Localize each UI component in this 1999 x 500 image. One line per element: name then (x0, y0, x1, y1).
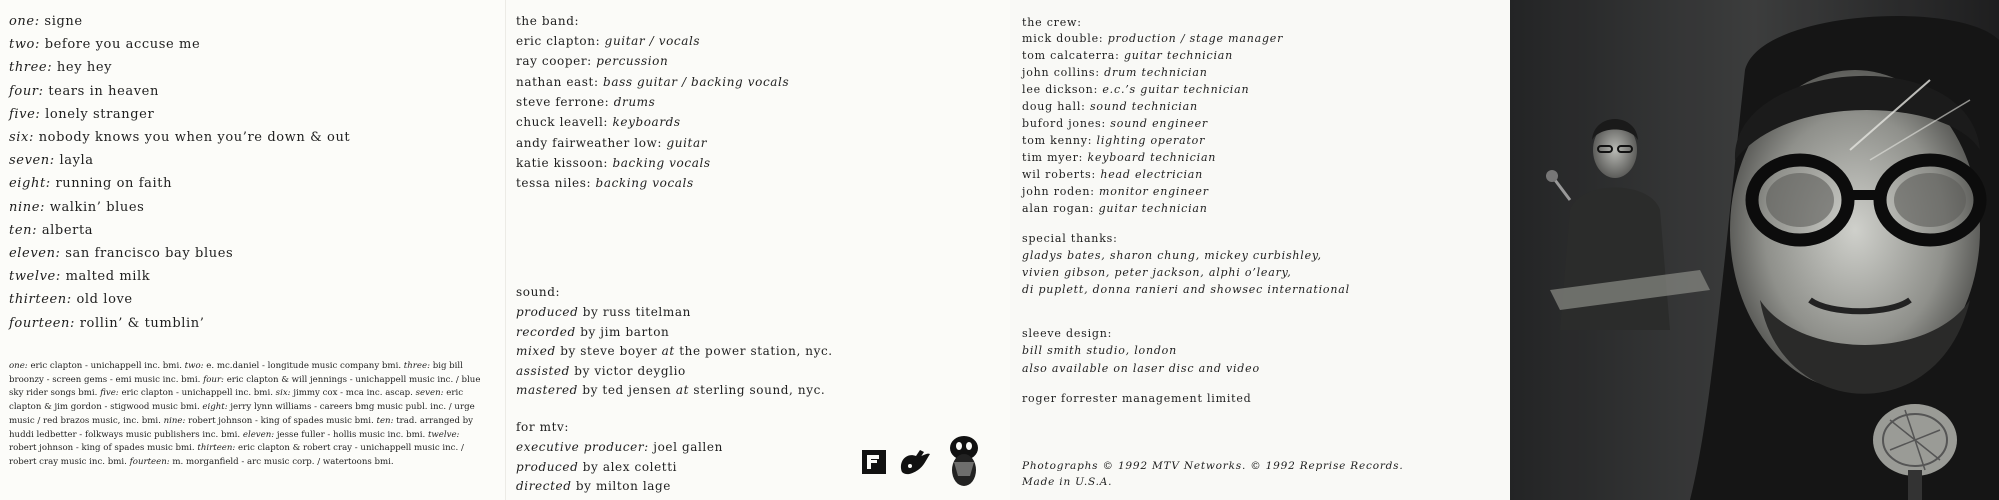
credit-number: six: (275, 388, 291, 399)
track-item (9, 37, 200, 52)
member-name: tessa niles: (516, 176, 592, 191)
track-title: tears in heaven (48, 83, 159, 99)
member-name: ray cooper: (516, 54, 592, 69)
crew-member (1022, 117, 1208, 130)
copyright-line-1: Photographs © 1992 MTV Networks. © 1992 Reprise Records. (1022, 460, 1404, 472)
warner-mascot-icon (950, 436, 978, 486)
sound-heading: sound: (516, 285, 561, 299)
credit-number: one: (9, 361, 28, 371)
track-number: three: (9, 60, 53, 76)
member-role: backing vocals (595, 176, 694, 191)
crew-member (1022, 66, 1208, 79)
track-title: nobody knows you when you’re down & out (38, 130, 351, 145)
track-item (9, 130, 350, 145)
sound-name: by victor deyglio (569, 363, 686, 378)
thanks-line (1022, 249, 1322, 262)
also-available-text: also available on laser disc and video (1022, 362, 1260, 375)
track-number: eight: (9, 176, 51, 192)
sound-line (516, 305, 691, 319)
member-role: percussion (596, 54, 669, 69)
credit-number: eight: (202, 402, 228, 413)
mtv-line (516, 460, 677, 474)
sound-name: by russ titelman (578, 305, 691, 319)
cover-photo (1510, 0, 1999, 500)
credit-text: jerry lynn williams - careers bmg music publ. inc. / urge music / red brazos music, inc. bmi. (9, 402, 475, 426)
sleeve-design-text: bill smith studio, london (1022, 344, 1177, 357)
thanks-text: di puplett, donna ranieri and showsec international (1022, 283, 1350, 296)
reprise-logo-icon (862, 450, 886, 474)
crew-member (1022, 32, 1283, 45)
crew-name: alan rogan: (1022, 202, 1095, 215)
sound-role: mixed (516, 344, 556, 358)
member-name: steve ferrone: (516, 94, 610, 109)
credit-text: eric clapton & will jennings - unichappell music inc. / blue sky rider songs bmi. (9, 374, 481, 399)
crew-role: sound technician (1089, 100, 1198, 113)
crew-member (1022, 151, 1216, 164)
track-title: malted milk (65, 269, 151, 285)
crew-name: tim myer: (1022, 151, 1084, 164)
track-title: old love (76, 292, 133, 308)
sound-line (516, 383, 825, 397)
track-number: five: (9, 106, 41, 122)
crew-name: tom calcaterra: (1022, 49, 1120, 62)
credit-number: twelve: (427, 429, 460, 440)
track-title: san francisco bay blues (65, 246, 234, 261)
band-member (516, 54, 668, 68)
track-title: lonely stranger (45, 106, 155, 122)
track-item (9, 269, 150, 284)
credit-number: four: (203, 374, 224, 385)
member-role: keyboards (612, 115, 681, 130)
crew-role: head electrician (1100, 168, 1204, 181)
credit-number: two: (184, 361, 204, 371)
sound-at: at (661, 344, 675, 358)
thanks-heading: special thanks: (1022, 232, 1118, 245)
credit-number: ten: (376, 415, 394, 426)
band-member (516, 156, 711, 170)
sleeve-design-heading: sleeve design: (1022, 327, 1113, 340)
track-item (9, 153, 94, 168)
tracklist-panel (0, 0, 505, 500)
track-number: twelve: (9, 269, 61, 285)
sound-venue: sterling sound, nyc. (689, 383, 826, 397)
track-number: seven: (9, 153, 55, 169)
mtv-line (516, 479, 671, 493)
credit-text: m. morganfield - arc music corp. / watertoons bmi. (172, 456, 394, 467)
crew-member (1022, 134, 1205, 147)
member-name: katie kissoon: (516, 155, 609, 170)
crew-name: tom kenny: (1022, 134, 1093, 147)
crew-name: doug hall: (1022, 100, 1086, 113)
credit-text: e. mc.daniel - longitude music company bmi. (206, 361, 402, 371)
credit-text: big bill broonzy - screen gems - emi music inc. bmi. (9, 361, 463, 385)
thanks-line (1022, 283, 1350, 296)
crew-member (1022, 168, 1203, 181)
management-text: roger forrester management limited (1022, 392, 1252, 405)
mtv-name: by milton lage (571, 479, 671, 493)
track-number: two: (9, 37, 40, 53)
crew-role: guitar technician (1123, 49, 1234, 62)
mtv-name: joel gallen (648, 440, 723, 454)
track-title: walkin’ blues (49, 199, 145, 215)
sound-name: by ted jensen (577, 383, 676, 397)
track-number: eleven: (9, 246, 61, 261)
crew-member (1022, 83, 1249, 96)
crew-member (1022, 202, 1208, 215)
performer-photo-image (1510, 0, 1999, 500)
track-number: four: (9, 83, 44, 99)
member-name: chuck leavell: (516, 115, 609, 130)
crew-heading: the crew: (1022, 16, 1082, 29)
credit-number: nine: (163, 415, 186, 426)
copyright-line-2: Made in U.S.A. (1022, 476, 1113, 488)
track-title: layla (59, 153, 94, 169)
credit-text: jesse fuller - hollis music inc. bmi. (276, 429, 426, 440)
track-number: thirteen: (9, 292, 72, 308)
credit-text: robert johnson - king of spades music bmi. (188, 415, 374, 426)
crew-member (1022, 100, 1198, 113)
mtv-line (516, 440, 723, 454)
sound-at: at (675, 383, 689, 397)
crew-name: mick double: (1022, 32, 1104, 45)
sound-name: by steve boyer (555, 344, 662, 358)
band-member (516, 95, 655, 109)
band-heading: the band: (516, 14, 580, 28)
band-member (516, 176, 694, 190)
thanks-text: gladys bates, sharon chung, mickey curbishley, (1022, 249, 1322, 262)
track-item (9, 176, 172, 191)
sound-name: by jim barton (575, 324, 670, 339)
track-item (9, 292, 133, 307)
track-number: one: (9, 14, 40, 29)
crew-role: production / stage manager (1107, 32, 1284, 45)
crew-role: lighting operator (1096, 134, 1206, 147)
band-member (516, 115, 681, 129)
track-title: signe (44, 14, 83, 29)
sound-venue: the power station, nyc. (674, 344, 833, 358)
sound-role: recorded (516, 324, 576, 339)
credit-text: eric clapton - unichappell inc. bmi. (30, 361, 182, 371)
band-member (516, 75, 789, 89)
thanks-text: vivien gibson, peter jackson, alphi o’leary, (1022, 266, 1292, 279)
crew-name: buford jones: (1022, 117, 1106, 130)
crew-name: john roden: (1022, 185, 1095, 198)
credit-number: seven: (415, 388, 444, 399)
crew-role: drum technician (1104, 66, 1208, 79)
sound-line (516, 364, 686, 378)
track-item (9, 107, 154, 122)
credit-number: fourteen: (129, 456, 170, 467)
crew-name: wil roberts: (1022, 168, 1097, 181)
band-member (516, 136, 707, 150)
label-logos (860, 432, 990, 492)
track-item (9, 60, 112, 75)
track-item (9, 316, 204, 331)
crew-member (1022, 185, 1209, 198)
credit-number: five: (100, 388, 119, 399)
sound-line (516, 325, 669, 339)
crew-role: e.c.’s guitar technician (1102, 83, 1250, 96)
songwriter-credits (9, 360, 487, 470)
member-name: andy fairweather low: (516, 135, 663, 150)
member-role: drums (613, 94, 656, 109)
track-item (9, 223, 93, 238)
mtv-heading: for mtv: (516, 420, 570, 434)
mtv-name: by alex coletti (578, 459, 678, 474)
crew-role: sound engineer (1110, 117, 1208, 130)
track-item (9, 84, 159, 99)
mtv-role: executive producer: (516, 440, 649, 454)
duck-logo-icon (901, 450, 930, 474)
credit-text: trad. arranged by huddi ledbetter - folkways music publishers inc. bmi. (9, 415, 474, 440)
credit-number: eleven: (242, 429, 275, 440)
sound-role: assisted (516, 363, 570, 378)
member-role: backing vocals (612, 155, 711, 170)
thanks-line (1022, 266, 1292, 279)
crew-name: lee dickson: (1022, 83, 1099, 96)
sound-role: produced (516, 305, 579, 319)
track-item (9, 200, 144, 215)
crew-role: monitor engineer (1099, 185, 1209, 198)
mtv-role: produced (516, 459, 579, 474)
track-title: running on faith (55, 176, 173, 192)
band-member (516, 34, 700, 48)
sound-line (516, 344, 833, 358)
credit-text: eric clapton & robert cray - unichappell music inc. / robert cray music inc. bmi. (9, 443, 464, 467)
credit-text: robert johnson - king of spades music bmi. (9, 443, 195, 454)
track-number: nine: (9, 199, 45, 215)
credit-text: eric clapton - unichappell inc. bmi. (121, 388, 273, 399)
crew-role: guitar technician (1098, 202, 1208, 215)
sound-role: mastered (516, 383, 578, 397)
credit-text: jimmy cox - mca inc. ascap. (293, 388, 413, 399)
member-role: guitar / vocals (604, 34, 701, 48)
credit-text: eric clapton & jim gordon - stigwood music bmi. (9, 388, 464, 413)
member-role: guitar (666, 135, 708, 150)
mtv-role: directed (516, 479, 572, 493)
track-number: ten: (9, 222, 38, 238)
crew-role: keyboard technician (1087, 151, 1217, 164)
track-title: alberta (41, 222, 94, 238)
track-item (9, 14, 83, 29)
credit-number: thirteen: (197, 443, 236, 454)
credit-number: three: (403, 361, 430, 371)
track-number: fourteen: (9, 315, 75, 331)
track-number: six: (9, 130, 34, 145)
crew-name: john collins: (1022, 66, 1100, 79)
track-item (9, 246, 233, 261)
track-title: hey hey (56, 60, 113, 76)
crew-member (1022, 49, 1233, 62)
track-title: rollin’ & tumblin’ (79, 315, 205, 331)
track-title: before you accuse me (44, 37, 201, 53)
member-name: nathan east: (516, 74, 599, 89)
member-name: eric clapton: (516, 34, 601, 48)
member-role: bass guitar / backing vocals (603, 74, 790, 89)
